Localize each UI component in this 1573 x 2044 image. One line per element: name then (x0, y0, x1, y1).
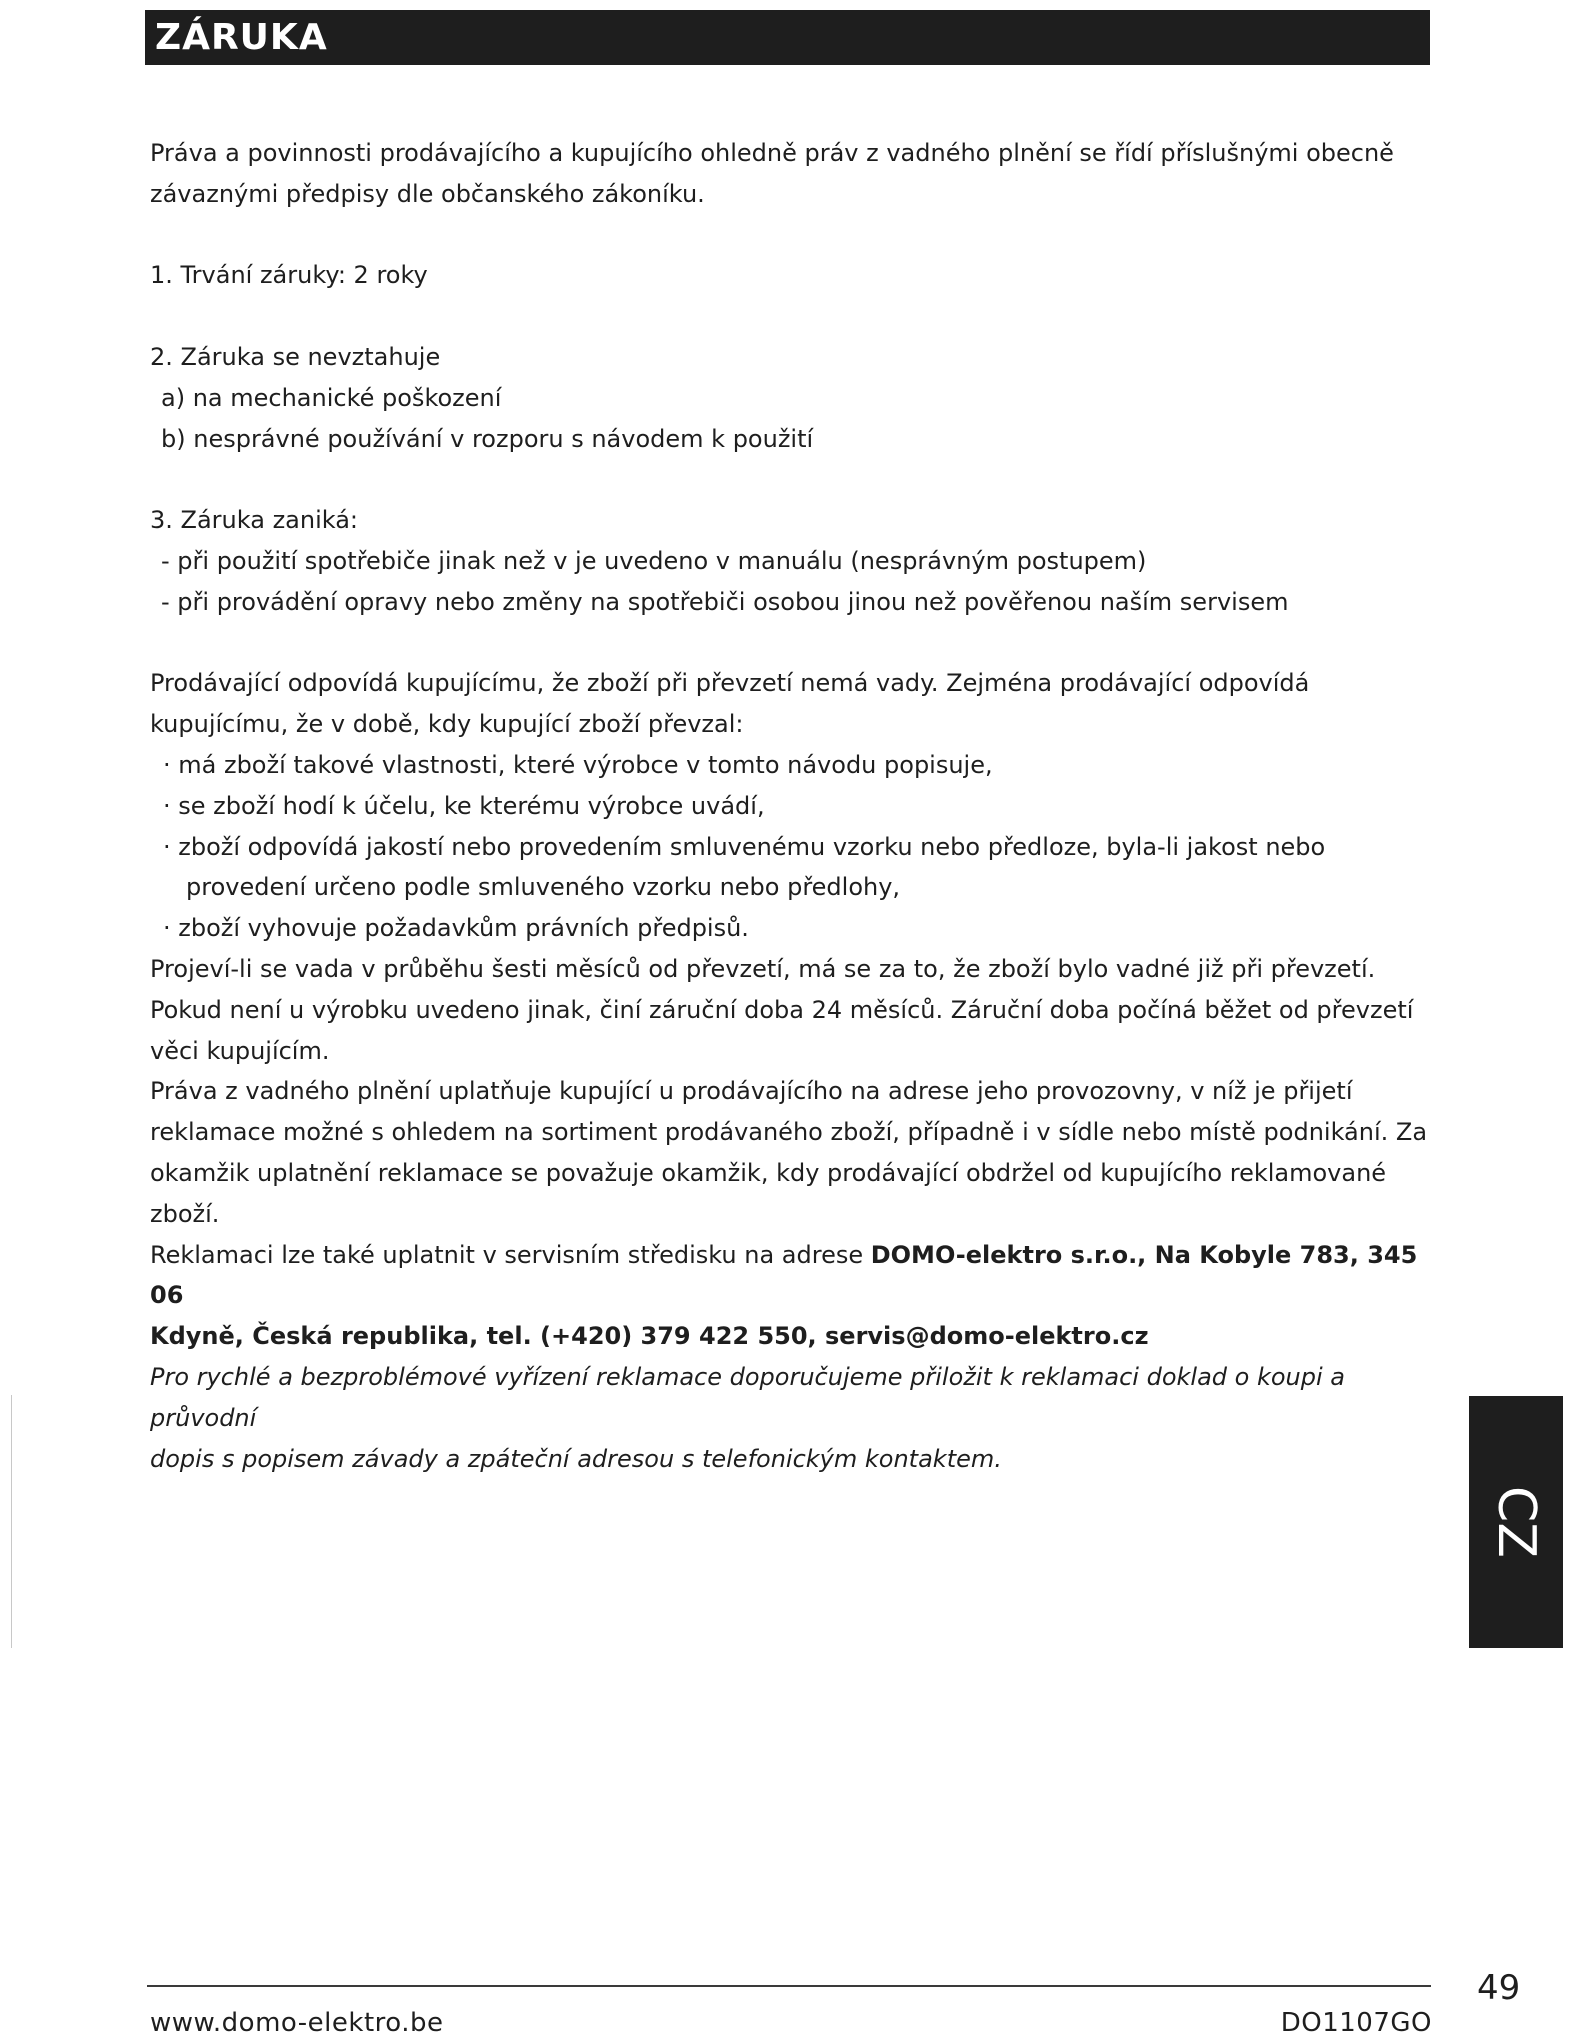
claims-line-2: reklamace možné s ohledem na sortiment prodávaného zboží, případně i v sídle nebo místě podnikání. Za (150, 1118, 1428, 1147)
intro-line-2: závaznými předpisy dle občanského zákoníku. (150, 179, 705, 208)
service-contact: Kdyně, Česká republika, tel. (+420) 379 422 550, servis@domo-elektro.cz (150, 1322, 1149, 1351)
recommendation-line-2: dopis s popisem závady a zpáteční adresou s telefonickým kontaktem. (150, 1444, 1002, 1473)
service-line-1 (150, 1235, 1440, 1317)
termination-line-1: - při použití spotřebiče jinak než v je uvedeno v manuálu (nesprávným postupem) (161, 546, 1147, 575)
period-line-2: věci kupujícím. (150, 1036, 330, 1065)
seller-line-2: kupujícímu, že v době, kdy kupující zboží převzal: (150, 710, 744, 739)
defect-paragraph: Projeví-li se vada v průběhu šesti měsíců od převzetí, má se za to, že zboží bylo vadné již při převzetí. (150, 954, 1376, 983)
period-line-1: Pokud není u výrobku uvedeno jinak, činí záruční doba 24 měsíců. Záruční doba počíná běžet od převzetí (150, 995, 1414, 1024)
seller-bullet-4: · zboží vyhovuje požadavkům právních předpisů. (163, 914, 749, 943)
section-title: ZÁRUKA (145, 10, 1430, 65)
claims-line-4: zboží. (150, 1199, 220, 1228)
left-margin-rule (11, 1395, 12, 1648)
warranty-duration: 1. Trvání záruky: 2 roky (150, 261, 428, 290)
service-address: DOMO-elektro s.r.o., Na Kobyle 783, 345 06 (150, 1240, 1418, 1310)
language-tab (1469, 1396, 1563, 1648)
recommendation-line-1: Pro rychlé a bezproblémové vyřízení reklamace doporučujeme přiložit k reklamaci doklad o koupi a průvodní (150, 1362, 1345, 1432)
warranty-content (150, 133, 1440, 1479)
exclusion-a: a) na mechanické poškození (161, 383, 502, 412)
intro-line-1: Práva a povinnosti prodávajícího a kupujícího ohledně práv z vadného plnění se řídí příslušnými obecně (150, 139, 1394, 167)
exclusions-heading: 2. Záruka se nevztahuje (150, 342, 441, 371)
service-prefix: Reklamaci lze také uplatnit v servisním středisku na adrese (150, 1240, 871, 1269)
page-number: 49 (1477, 1968, 1521, 2008)
footer-divider (147, 1985, 1431, 1987)
exclusion-b: b) nesprávné používání v rozporu s návodem k použití (161, 424, 814, 453)
seller-bullet-3-cont: provedení určeno podle smluveného vzorku nebo předlohy, (186, 873, 901, 902)
footer-model: DO1107GO (1280, 2008, 1432, 2038)
termination-heading: 3. Záruka zaniká: (150, 506, 359, 535)
footer-website: www.domo-elektro.be (150, 2008, 444, 2038)
seller-bullet-3: · zboží odpovídá jakostí nebo provedením smluvenému vzorku nebo předloze, byla-li jakost nebo (163, 832, 1326, 861)
claims-line-3: okamžik uplatnění reklamace se považuje okamžik, kdy prodávající obdržel od kupujícího reklamované (150, 1158, 1387, 1187)
claims-line-1: Práva z vadného plnění uplatňuje kupující u prodávajícího na adrese jeho provozovny, v níž je přijetí (150, 1077, 1353, 1106)
termination-line-2: - při provádění opravy nebo změny na spotřebiči osobou jinou než pověřenou naším servisem (161, 587, 1289, 616)
seller-line-1: Prodávající odpovídá kupujícímu, že zboží při převzetí nemá vady. Zejména prodávající odpovídá (150, 669, 1310, 698)
language-tab-label: CZ (1486, 1486, 1546, 1558)
seller-bullet-1: · má zboží takové vlastnosti, které výrobce v tomto návodu popisuje, (163, 750, 993, 779)
seller-bullet-2: · se zboží hodí k účelu, ke kterému výrobce uvádí, (163, 791, 765, 820)
